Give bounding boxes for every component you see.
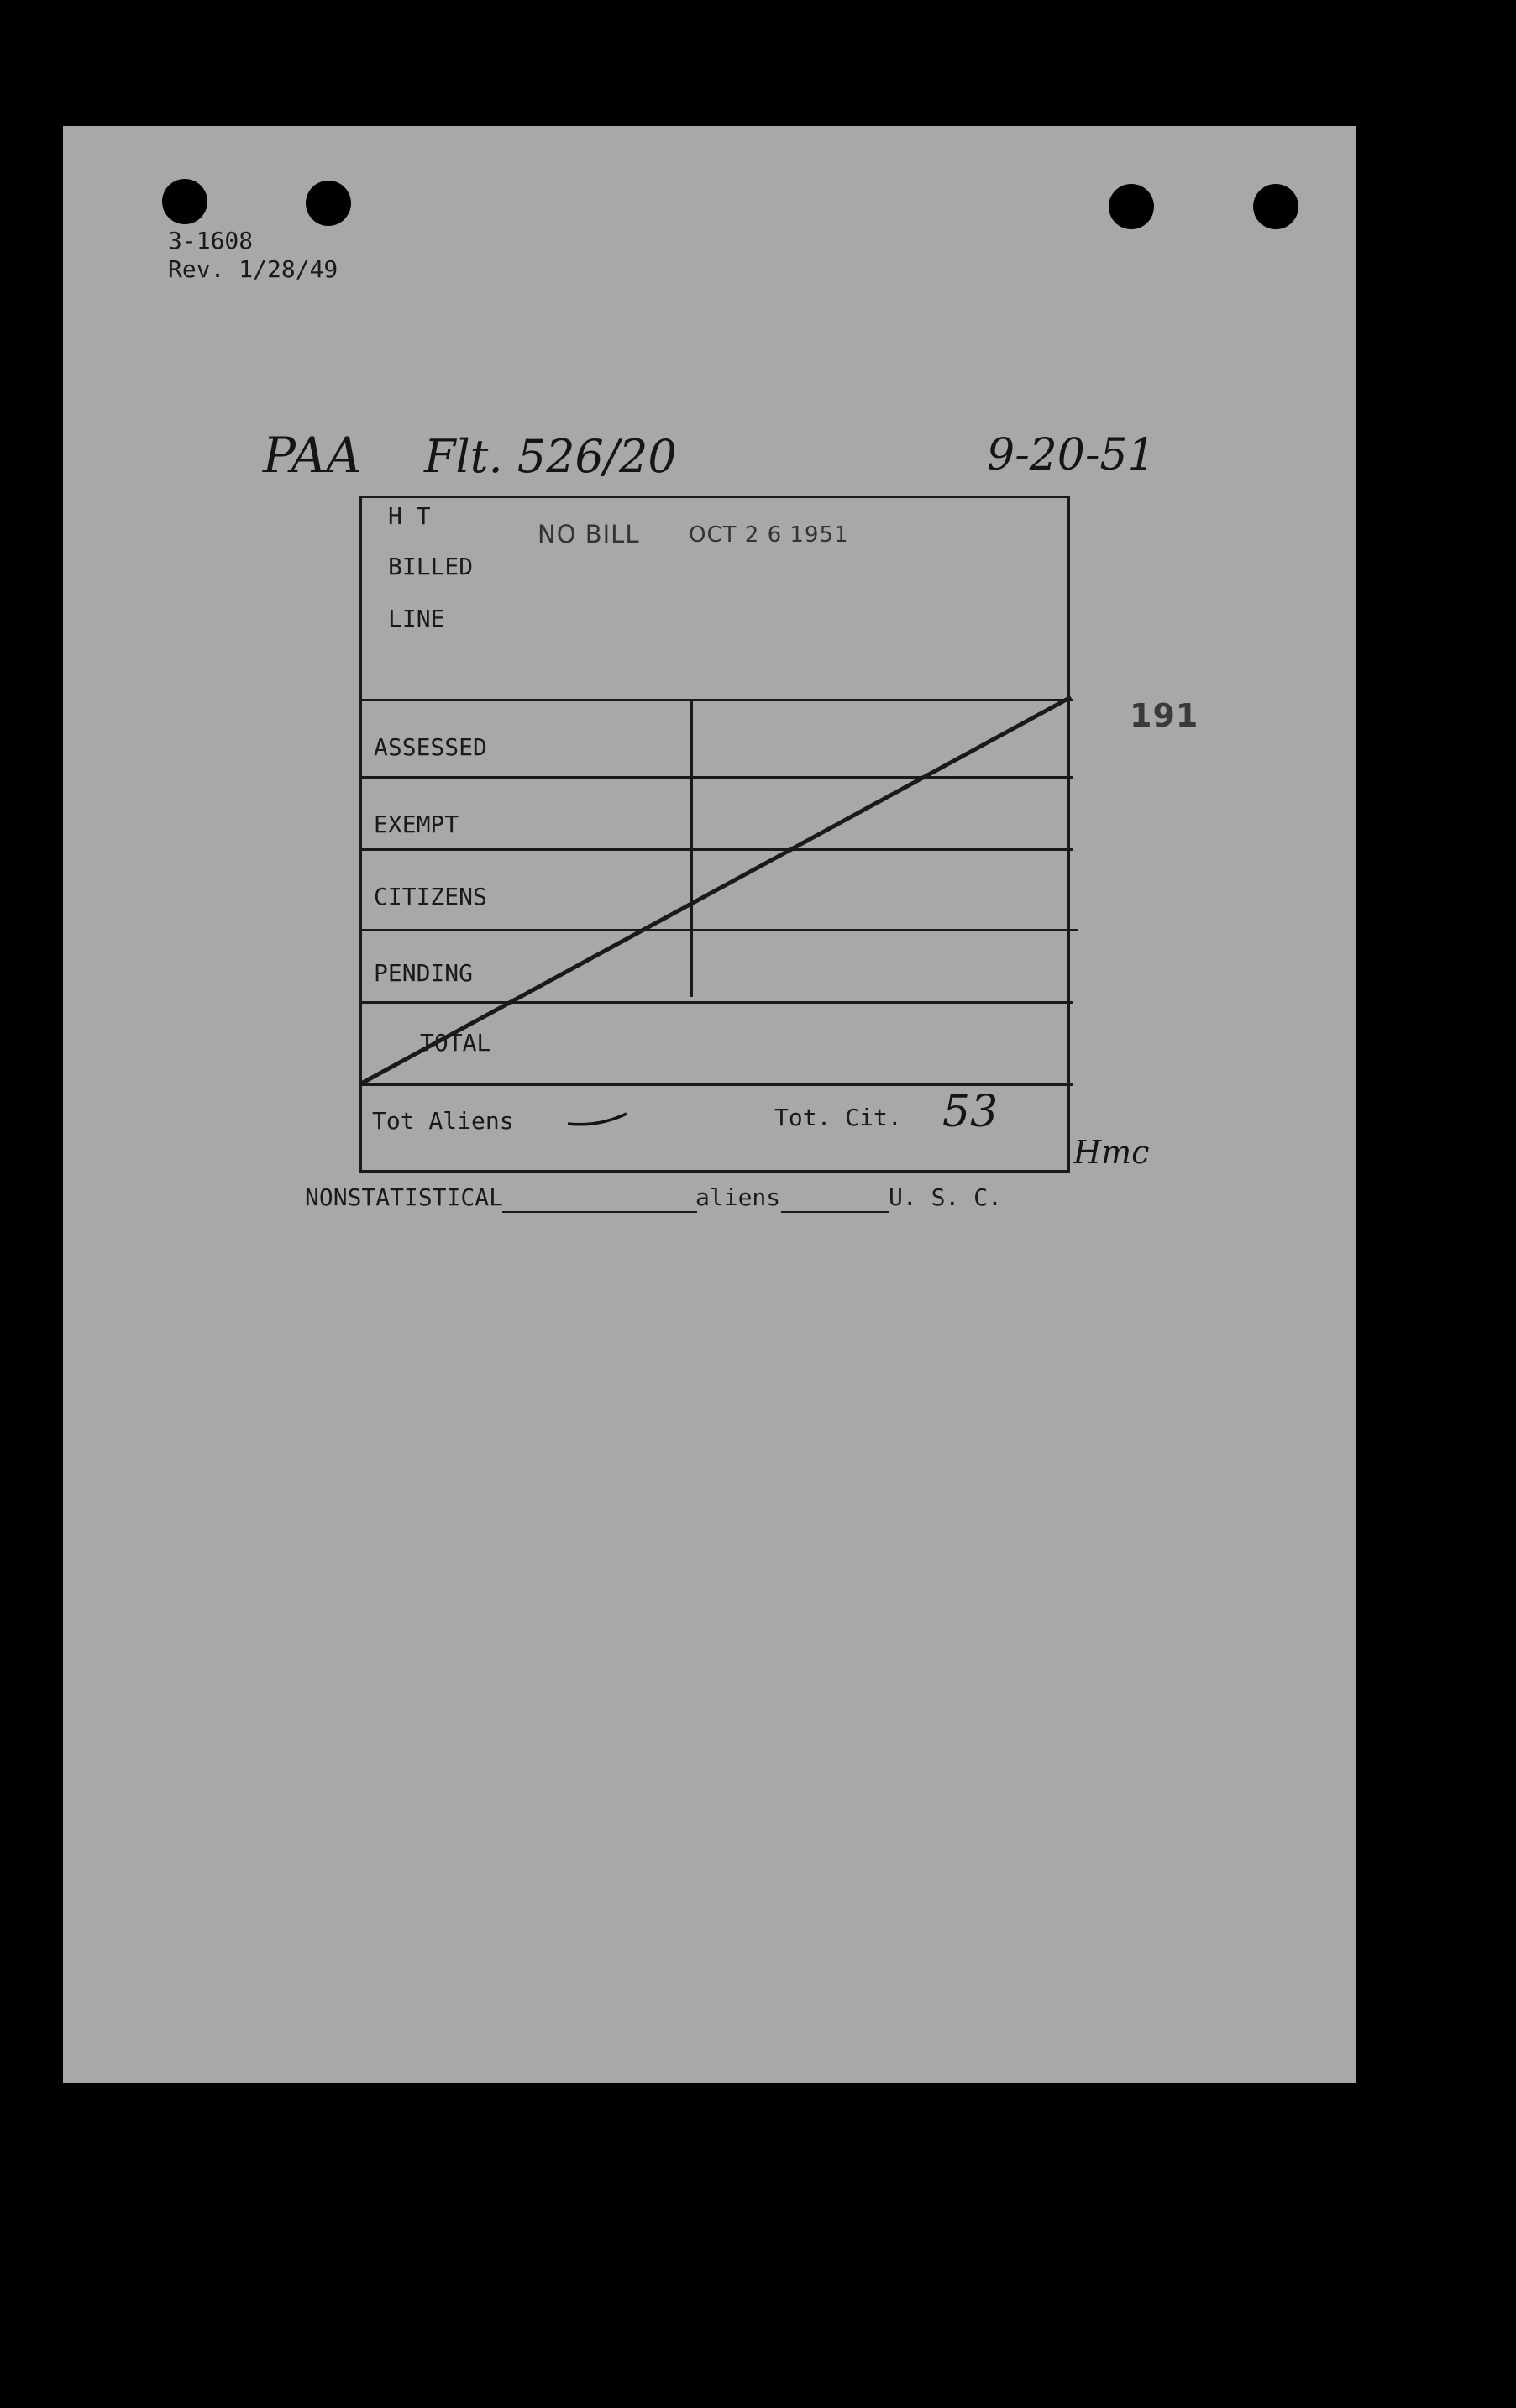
tot-aliens-label: Tot Aliens xyxy=(372,1107,514,1135)
row-label-assessed: ASSESSED xyxy=(374,733,487,761)
header-line: LINE xyxy=(388,605,445,632)
usc-label: U. S. C. xyxy=(889,1183,1002,1211)
number-stamp: 191 xyxy=(1130,697,1199,734)
row-label-total: TOTAL xyxy=(420,1029,491,1057)
nonstatistical-blank xyxy=(502,1211,697,1213)
aliens-blank xyxy=(781,1211,889,1213)
row-label-exempt: EXEMPT xyxy=(374,811,459,838)
carrier-handwriting: PAA xyxy=(263,427,362,484)
form-revision: Rev. 1/28/49 xyxy=(168,255,338,283)
received-date-stamp: OCT 2 6 1951 xyxy=(689,522,849,548)
header-billed: BILLED xyxy=(388,553,474,580)
form-number: 3-1608 xyxy=(168,227,254,254)
initials: Hmc xyxy=(1073,1134,1150,1171)
flight-handwriting: Flt. 526/20 xyxy=(424,430,677,483)
row-label-pending: PENDING xyxy=(374,959,474,987)
row-label-citizens: CITIZENS xyxy=(374,883,487,910)
header-ht: H T xyxy=(388,502,431,530)
aliens-label: aliens xyxy=(695,1183,781,1211)
dash-mark xyxy=(564,1107,632,1132)
tot-cit-label: Tot. Cit. xyxy=(774,1104,902,1131)
nonstatistical-label: NONSTATISTICAL xyxy=(305,1183,504,1211)
no-bill-stamp: NO BILL xyxy=(538,520,640,548)
date-handwriting: 9-20-51 xyxy=(987,430,1156,480)
tot-cit-value: 53 xyxy=(942,1087,999,1137)
